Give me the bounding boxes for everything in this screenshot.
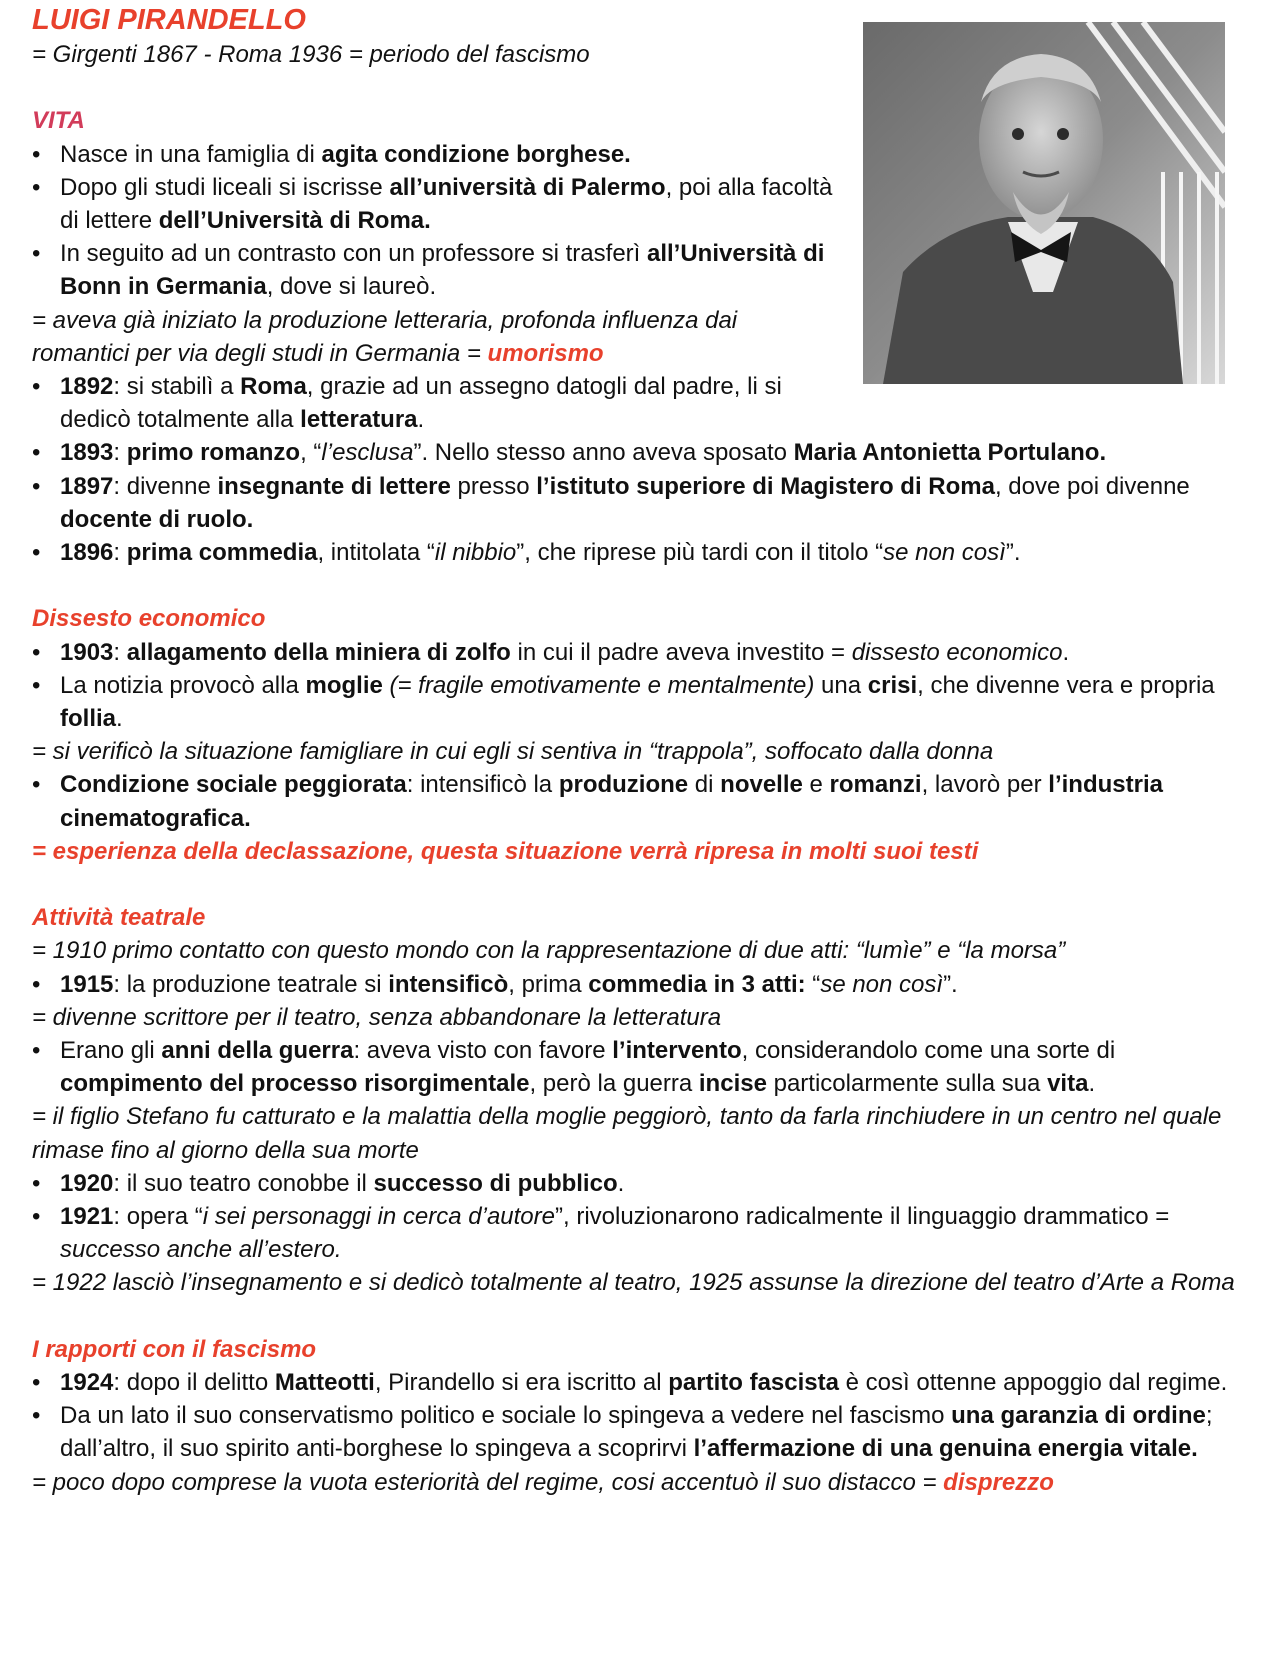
page-title: LUIGI PIRANDELLO — [32, 4, 306, 36]
note-line: = divenne scrittore per il teatro, senza abbandonare la letteratura — [32, 1003, 722, 1031]
section-heading-fascismo: I rapporti con il fascismo — [32, 1335, 317, 1363]
document-body — [32, 2, 1262, 1499]
bullet-item: • Dopo gli studi liceali si iscrisse all’università di Palermo, poi alla facoltà di lettere dell’Università di Roma. — [32, 171, 850, 237]
bullet-item: • Condizione sociale peggiorata: intensificò la produzione di novelle e romanzi, lavorò per l’industria cinematografica. — [32, 768, 1262, 834]
note-line: = 1910 primo contatto con questo mondo con la rappresentazione di due atti: “lumìe” e “la morsa” — [32, 937, 1066, 965]
bullet-item: • 1921: opera “i sei personaggi in cerca d’autore”, rivoluzionarono radicalmente il linguaggio drammatico = successo anche all’estero. — [32, 1200, 1262, 1266]
bullet-item: • 1897: divenne insegnante di lettere presso l’istituto superiore di Magistero di Roma, dove poi divenne docente di ruolo. — [32, 470, 1262, 536]
bullet-item: • La notizia provocò alla moglie (= fragile emotivamente e mentalmente) una crisi, che divenne vera e propria follia. — [32, 669, 1262, 735]
bullet-item: • 1893: primo romanzo, “l’esclusa”. Nello stesso anno aveva sposato Maria Antonietta Portulano. — [32, 436, 1150, 469]
section-heading-teatro: Attività teatrale — [32, 904, 206, 932]
bullet-item: • 1924: dopo il delitto Matteotti, Pirandello si era iscritto al partito fascista è così ottenne appoggio dal regime. — [32, 1366, 1262, 1399]
bullet-item: • 1903: allagamento della miniera di zolfo in cui il padre aveva investito = dissesto economico. — [32, 636, 1262, 669]
section-heading-vita: VITA — [32, 107, 85, 135]
bullet-item: • Erano gli anni della guerra: aveva visto con favore l’intervento, considerandolo come una sorte di compimento del processo risorgimentale, però la guerra incise particolarmente sulla sua vita. — [32, 1034, 1262, 1100]
bullet-item: • Nasce in una famiglia di agita condizione borghese. — [32, 138, 850, 171]
page-subtitle: = Girgenti 1867 - Roma 1936 = periodo del fascismo — [32, 41, 590, 68]
bullet-item: • 1892: si stabilì a Roma, grazie ad un assegno datogli dal padre, li si dedicò totalmente alla letteratura. — [32, 370, 850, 436]
bullet-item: • In seguito ad un contrasto con un professore si trasferì all’Università di Bonn in Germania, dove si laureò. — [32, 237, 850, 303]
bullet-item: • Da un lato il suo conservatismo politico e sociale lo spingeva a vedere nel fascismo una garanzia di ordine; dall’altro, il suo spirito anti-borghese lo spingeva a scoprirvi l’affermazione di una genuina energia vitale. — [32, 1399, 1262, 1465]
highlight-note: = esperienza della declassazione, questa situazione verrà ripresa in molti suoi testi — [32, 837, 979, 865]
bullet-item: • 1896: prima commedia, intitolata “il nibbio”, che riprese più tardi con il titolo “se non così”. — [32, 536, 1262, 569]
note-line: = si verificò la situazione famigliare in cui egli si sentiva in “trappola”, soffocato dalla donna — [32, 738, 994, 766]
bullet-item: • 1920: il suo teatro conobbe il successo di pubblico. — [32, 1167, 1262, 1200]
note-line: = poco dopo comprese la vuota esteriorità del regime, cosi accentuò il suo distacco = disprezzo — [32, 1468, 1054, 1496]
note-line: = 1922 lasciò l’insegnamento e si dedicò totalmente al teatro, 1925 assunse la direzione del teatro d’Arte a Roma — [32, 1269, 1235, 1297]
section-heading-dissesto: Dissesto economico — [32, 605, 266, 633]
bullet-item: • 1915: la produzione teatrale si intensificò, prima commedia in 3 atti: “se non così”. — [32, 968, 1262, 1001]
note-line: = aveva già iniziato la produzione letteraria, profonda influenza dai romantici per via degli studi in Germania = umorismo — [32, 306, 738, 367]
note-line: = il figlio Stefano fu catturato e la malattia della moglie peggiorò, tanto da farla rinchiudere in un centro nel quale rimase fino al giorno della sua morte — [32, 1103, 1222, 1164]
